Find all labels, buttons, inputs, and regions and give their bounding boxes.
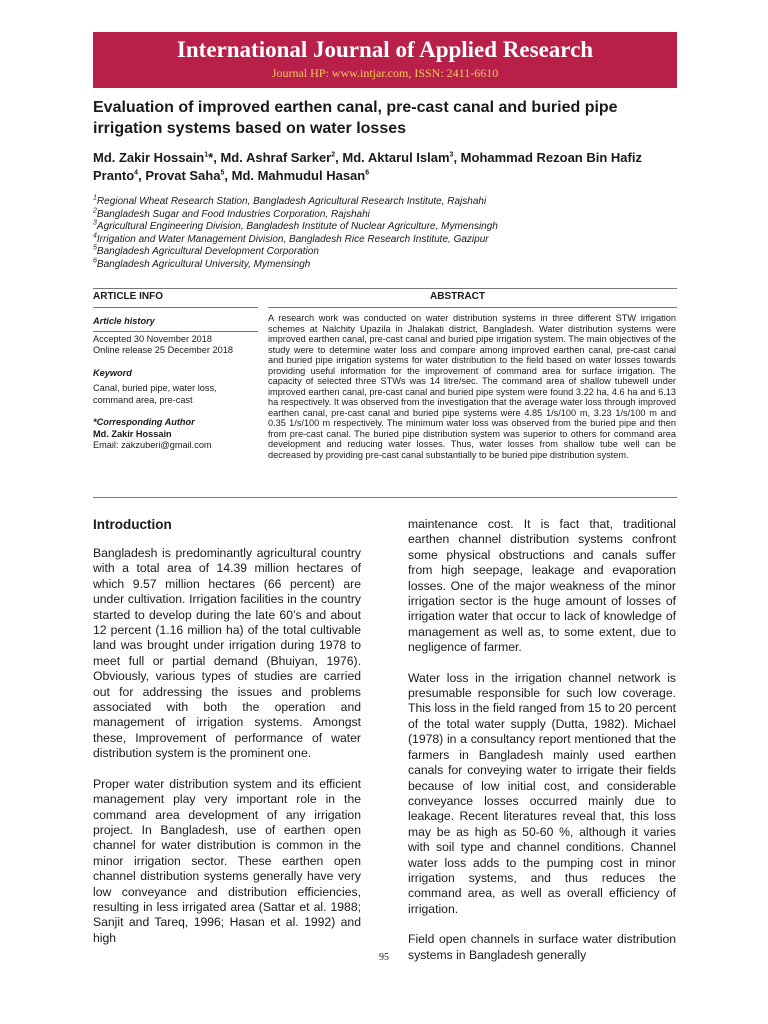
article-info-heading: ARTICLE INFO: [93, 291, 163, 302]
author-sep: ,: [224, 168, 232, 183]
journal-banner: [93, 32, 677, 88]
corresponding-name: Md. Zakir Hossain: [93, 428, 172, 439]
author-sup: 1: [204, 151, 209, 159]
affiliation-sup: 6: [93, 257, 97, 265]
affiliation-list: [93, 196, 683, 271]
author-list: [93, 149, 683, 185]
affiliation-text: Agricultural Engineering Division, Bangladesh Institute of Nuclear Agriculture, Mymensingh: [96, 221, 498, 232]
author-name: Mohammad Rezoan Bin Hafiz Pranto: [93, 150, 642, 183]
affiliation-sup: 4: [93, 232, 97, 240]
journal-name: International Journal of Applied Research: [176, 37, 594, 62]
author-name: Md. Mahmudul Hasan: [231, 168, 366, 183]
abstract-text: A research work was conducted on water distribution systems in three different STW irrigation schemes at Nalchity Upazila in Jhalakati district, Bangladesh. Water distribution systems were improved earthen canal, pre-cast canal and buried pipe irrigation system. The main objectives of the study were to determine water loss and compare among improved earthen canal, pre-cast canal and buried pipe irrigation systems for water distribution to the field based on water losses towards providing useful information for the improvement of command area for surface irrigation. The capacity of selected three STWs was 14 litre/sec. The command area of shallow tubewell under improved earthen canal, pre-cast canal and buried pipe system were found 3.22 ha, 4.6 ha and 6.13 ha respectively. It was observed from the investigation that the average water loss through improved earthen canal, pre-cast canal and buried pipe systems were 4.85 1/s/100 m, 3.23 1/s/100 m and 0.35 1/s/100 m respectively. The minimum water loss was observed from the buried pipe and then from pre-cast canal. The buried pipe distribution system was superior to others for command area development and reducing water losses. Thus, water losses from shallow tube well can be decreased by providing pre-cast canal substantially to be buried pipe distribution system.: [268, 313, 676, 460]
online-date: Online release 25 December 2018: [93, 345, 233, 355]
author-name: Provat Saha: [145, 168, 221, 183]
section-rule-top: [93, 288, 677, 289]
abstract-heading: ABSTRACT: [430, 291, 485, 302]
paper-title: Evaluation of improved earthen canal, pre-cast canal and buried pipe irrigation systems based on water losses: [93, 99, 618, 137]
paragraph: Water loss in the irrigation channel network is presumable responsible for such low coverage. This loss in the field ranged from 15 to 20 percent of the total water supply (Dutta, 1982). Michael (1978) in a consultancy report mentioned that the farmers in Bangladesh mainly used earthen canals for conveying water to irrigate their fields because of low initial cost, and considerable conveyance losses occurred mainly due to leakage. Recent literatures reveal that, this loss may be as high as 50-60 %, although it varies with soil type and channel conditions. Channel water loss adds to the pumping cost in minor irrigation systems, and thus reduces the command area, as well as overall efficiency of irrigation.: [408, 670, 676, 916]
author-sup: 6: [365, 169, 370, 177]
author-name: Md. Ashraf Sarker: [220, 150, 332, 165]
affiliation: [93, 196, 683, 209]
author-name: Md. Aktarul Islam: [342, 150, 450, 165]
abstract-rule: [268, 307, 677, 308]
affiliation-text: Irrigation and Water Management Division, Bangladesh Rice Research Institute, Gazipur: [96, 233, 489, 245]
author-sep: ,: [138, 168, 146, 183]
page-number: 95: [379, 952, 389, 963]
affiliation-text: Regional Wheat Research Station, Bangladesh Agricultural Research Institute, Rajshahi: [96, 196, 487, 207]
paragraph: maintenance cost. It is fact that, traditional earthen channel distribution systems confront some physical obstructions and canals suffer from high seepage, leakage and evaporation losses. One of the major weakness of the minor irrigation sector is the huge amount of losses of irrigation water that occur to lack of knowledge of management as well as, to some extent, due to negligence of farmer.: [408, 517, 676, 655]
author-sup: 2: [331, 151, 336, 159]
affiliation-sup: 2: [93, 207, 97, 215]
affiliation-text: Bangladesh Agricultural Development Corporation: [96, 246, 319, 257]
paragraph: Bangladesh is predominantly agricultural country with a total area of 14.39 million hectares of which 9.57 million hectares (66 percent) are under cultivation. Irrigation facilities in the country started to develop during the late 60’s and about 12 percent (1.16 million ha) of the total cultivable land was brought under irrigation during 1978 to meet full or partial demand (Bhuiyan, 1976). Obviously, various types of studies are carried out for addressing the issues and problems associated with both the operation and management of irrigation systems. Amongst these, Improvement of performance of water distribution system is the prominent one.: [93, 546, 361, 761]
corresponding-email: Email: zakzuberi@gmail.com: [93, 440, 212, 450]
affiliation-sup: 5: [93, 244, 97, 252]
author-sup: 3: [449, 151, 454, 159]
paragraph: Field open channels in surface water distribution systems in Bangladesh generally: [408, 932, 676, 962]
author-sup: 4: [134, 169, 139, 177]
keyword-label: Keyword: [93, 367, 132, 378]
author-sep: *,: [208, 150, 221, 165]
affiliation-sup: 3: [93, 219, 97, 227]
affiliation: [93, 259, 683, 272]
affiliation: [93, 246, 683, 259]
article-info: [93, 316, 258, 452]
article-info-rule: [93, 307, 258, 308]
affiliation-text: Bangladesh Agricultural University, Mymensingh: [96, 258, 311, 270]
author-sep: ,: [453, 150, 461, 165]
author-name: Md. Zakir Hossain: [93, 150, 205, 165]
author-sup: 5: [220, 169, 225, 177]
article-history-label: Article history: [93, 316, 155, 326]
paragraph: Proper water distribution system and its efficient management play very important role in the command area development of any irrigation project. In Bangladesh, use of earthen open channel for water distribution is common in the minor irrigation sector. These earthen open channel distribution systems generally have very low conveyance and distribution efficiencies, resulting in less irrigated area (Sattar et al. 1988; Sanjit and Tareq, 1996; Hasan et al. 1992) and high: [93, 776, 361, 945]
section-rule-bottom: [93, 497, 677, 498]
affiliation: [93, 234, 683, 247]
affiliation-text: Bangladesh Sugar and Food Industries Corporation, Rajshahi: [96, 208, 370, 220]
corresponding-label: *Corresponding Author: [93, 417, 195, 427]
affiliation: [93, 221, 683, 234]
keywords: Canal, buried pipe, water loss, command area, pre-cast: [93, 383, 217, 405]
intro-left-column: [93, 546, 361, 946]
journal-subtitle: Journal HP: www.intjar.com, ISSN: 2411-6610: [271, 66, 499, 80]
intro-right-column: [408, 517, 676, 963]
introduction-heading: Introduction: [93, 517, 172, 532]
affiliation-sup: 1: [93, 194, 97, 202]
accepted-date: Accepted 30 November 2018: [93, 333, 213, 344]
affiliation: [93, 209, 683, 222]
author-sep: ,: [335, 150, 343, 165]
